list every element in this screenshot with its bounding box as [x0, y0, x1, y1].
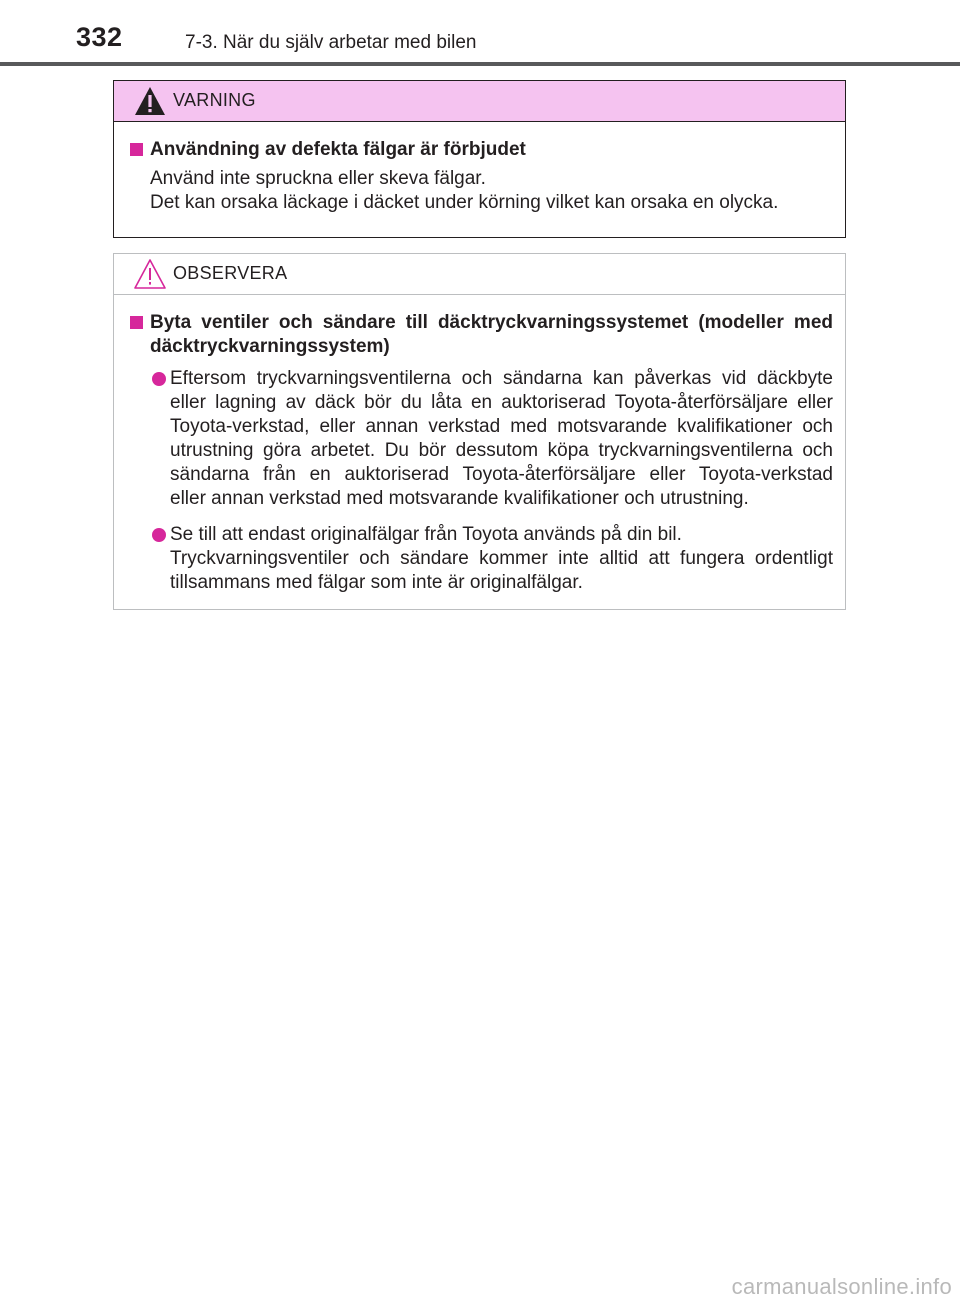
warning-box — [113, 80, 846, 238]
warning-header — [114, 81, 845, 122]
bullet-line: Toyota-verkstad, eller annan verkstad med motsvarande kvalifikationer och — [170, 416, 833, 437]
warning-body — [114, 122, 845, 215]
warning-line: Det kan orsaka läckage i däcket under körning vilket kan orsaka en olycka. — [150, 192, 779, 213]
warning-heading — [126, 138, 833, 162]
notice-body — [114, 295, 845, 595]
notice-label: OBSERVERA — [173, 263, 288, 283]
square-bullet-icon — [130, 143, 143, 156]
bullet-line: eller annan verkstad med motsvarande kvalifikationer och utrustning. — [170, 488, 749, 509]
warning-label: VARNING — [173, 90, 256, 110]
warning-text — [126, 167, 833, 215]
warning-heading-text: Användning av defekta fälgar är förbjudet — [150, 139, 526, 160]
notice-triangle-icon — [133, 258, 167, 290]
notice-heading — [126, 311, 833, 359]
header-rule — [0, 62, 960, 66]
bullet-line: Se till att endast originalfälgar från Toyota används på din bil. — [170, 524, 682, 545]
round-bullet-icon — [152, 372, 166, 386]
warning-line: Använd inte spruckna eller skeva fälgar. — [150, 168, 486, 189]
bullet-line: sändarna från en auktoriserad Toyota-återförsäljare eller Toyota-verkstad — [170, 464, 833, 485]
bullet-line: utrustning göra arbetet. Du bör dessutom köpa tryckvarningsventilerna och — [170, 440, 833, 461]
notice-header — [114, 254, 845, 295]
square-bullet-icon — [130, 316, 143, 329]
bullet-line: Tryckvarningsventiler och sändare kommer inte alltid att fungera ordentligt — [170, 548, 833, 569]
page-number: 332 — [76, 22, 123, 52]
notice-box — [113, 253, 846, 610]
bullet-line: eller lagning av däck bör du låta en auktoriserad Toyota-återförsäljare eller — [170, 392, 833, 413]
warning-triangle-icon — [133, 85, 167, 117]
list-item — [126, 523, 833, 595]
bullet-line: tillsammans med fälgar som inte är originalfälgar. — [170, 572, 583, 593]
section-title: 7-3. När du själv arbetar med bilen — [185, 32, 477, 53]
notice-heading-text: Byta ventiler och sändare till däcktryckvarningssystemet (modeller med däcktryckvarningssystem) — [150, 312, 833, 357]
round-bullet-icon — [152, 528, 166, 542]
list-item — [126, 367, 833, 511]
bullet-line: Eftersom tryckvarningsventilerna och sändarna kan påverkas vid däckbyte — [170, 368, 833, 389]
watermark: carmanualsonline.info — [731, 1274, 952, 1299]
